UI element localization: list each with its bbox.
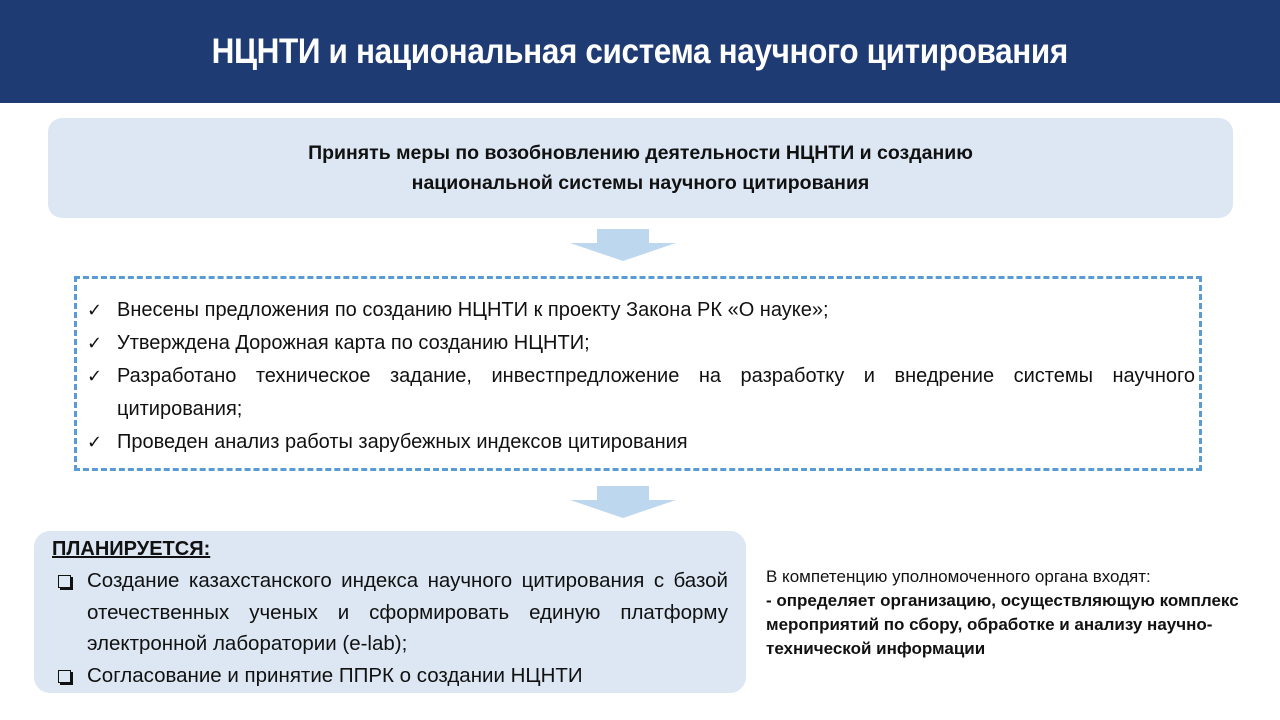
checkbox-icon [56,565,87,596]
planned-box [34,531,746,693]
planned-heading: ПЛАНИРУЕТСЯ: [52,538,211,560]
page-title: НЦНТИ и национальная система научного цитирования [211,31,1069,71]
check-icon: ✓ [87,333,103,354]
check-icon: ✓ [87,432,103,453]
goal-box [48,118,1233,218]
completed-item [87,327,1195,360]
completed-item-text: Проведен анализ работы зарубежных индексов цитирования [117,431,688,453]
check-icon: ✓ [87,366,103,387]
checkbox-icon [56,660,87,691]
completed-item [87,294,1195,327]
header-bar [0,0,1280,103]
planned-item-text: Согласование и принятие ППРК о создании НЦНТИ [87,663,583,687]
completed-item-text: Утверждена Дорожная карта по созданию НЦНТИ; [117,332,590,354]
planned-item-text: Создание казахстанского индекса научного цитирования с базой отечественных ученых и сформировать единую платформу электронной лаборатории (e-lab); [87,569,728,655]
competence-note [766,565,1256,661]
completed-item-text: Внесены предложения по созданию НЦНТИ к проекту Закона РК «О науке»; [117,299,829,321]
arrow-down-icon [570,229,676,261]
arrow-down-icon [570,486,676,518]
competence-body: - определяет организацию, осуществляющую комплекс мероприятий по сбору, обработке и анализу научно-технической информации [766,591,1239,658]
goal-line-1: Принять меры по возобновлению деятельности НЦНТИ и созданию [308,142,973,164]
completed-item-text: Разработано техническое задание, инвестпредложение на разработку и внедрение системы научного цитирования; [117,365,1195,420]
planned-list [56,565,728,691]
planned-item [56,565,728,660]
goal-line-2: национальной системы научного цитирования [411,172,870,194]
completed-item [87,360,1195,426]
completed-list [87,294,1195,459]
planned-item [56,660,728,692]
completed-box [74,276,1202,471]
completed-item [87,426,1195,459]
competence-intro: В компетенцию уполномоченного органа входят: [766,567,1151,586]
check-icon: ✓ [87,300,103,321]
